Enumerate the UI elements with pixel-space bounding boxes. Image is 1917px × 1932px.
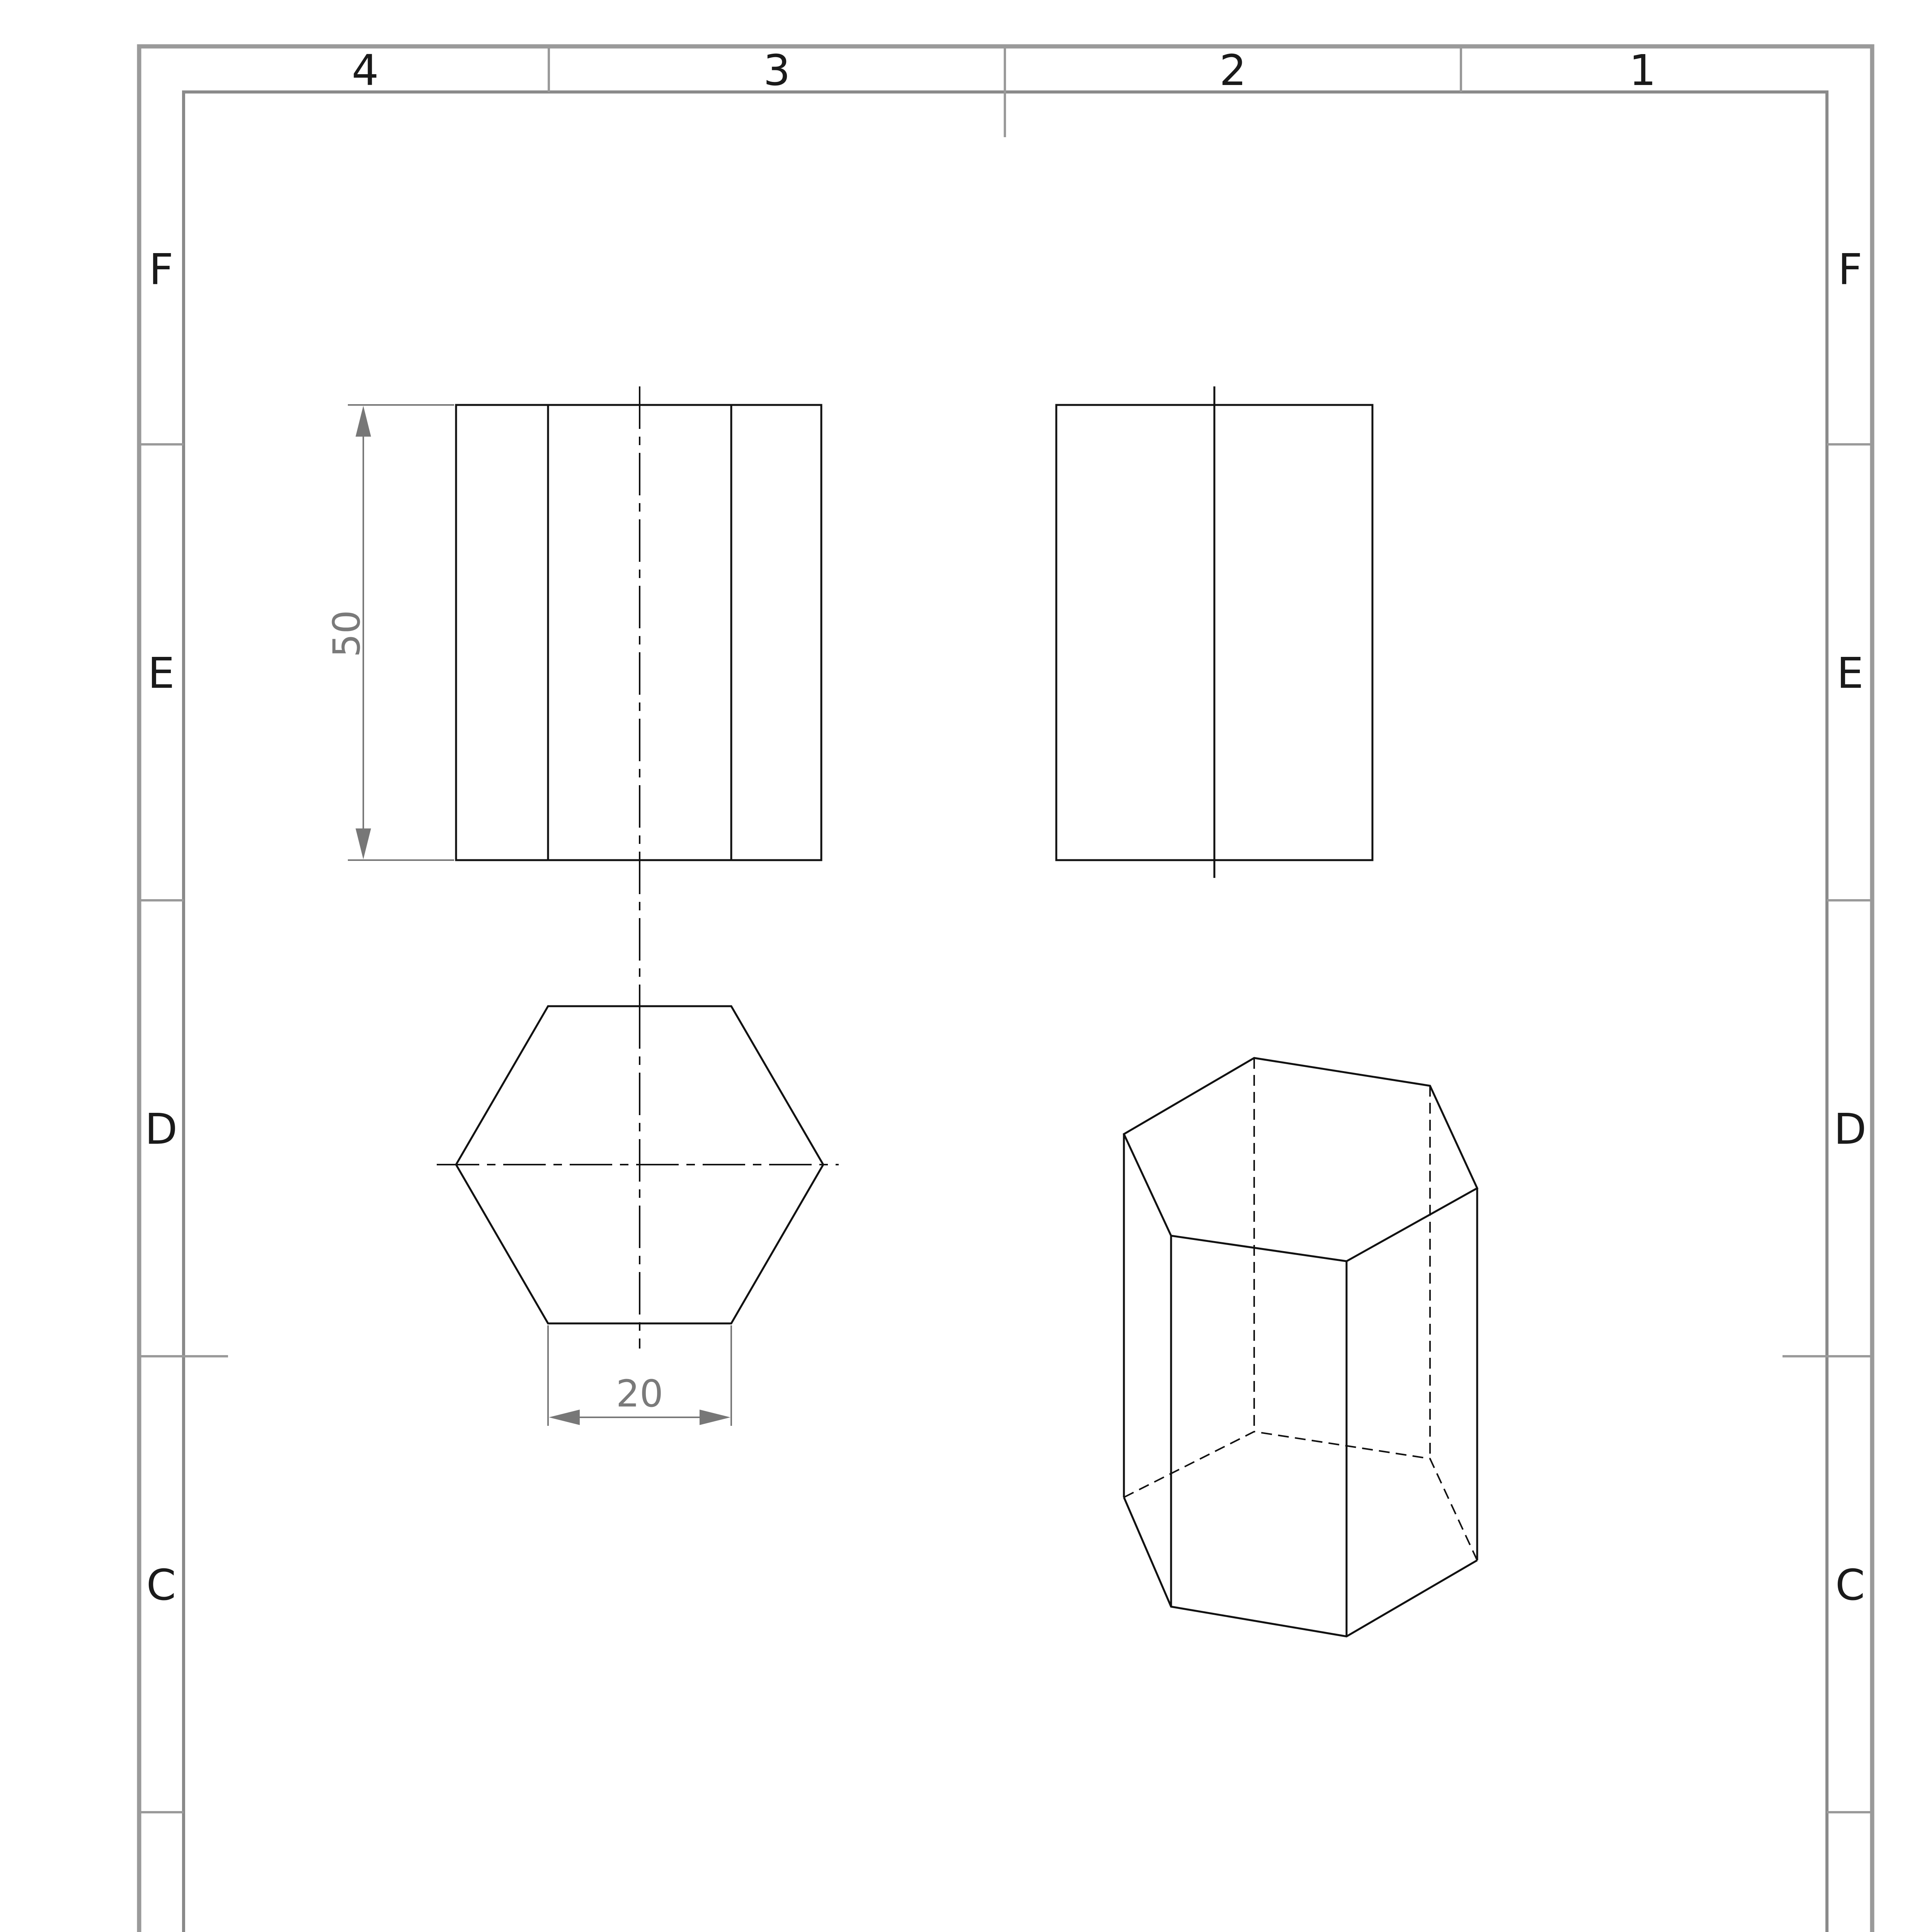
outer-border: [139, 46, 1872, 1932]
zone-row-e-left: E: [148, 648, 175, 698]
zone-row-d-right: D: [1834, 1104, 1867, 1154]
zone-row-f-right: F: [1838, 245, 1863, 294]
zone-col-2-top: 2: [1219, 46, 1246, 95]
isometric-view: [1124, 1058, 1477, 1636]
side-view: [1056, 386, 1372, 878]
front-view: [456, 386, 821, 1012]
inner-border: [184, 92, 1827, 1932]
zone-col-1-top: 1: [1629, 46, 1656, 95]
zone-row-f-left: F: [149, 245, 174, 294]
top-view: [437, 1006, 839, 1349]
width-dimension-value: 20: [616, 1372, 664, 1415]
zone-row-c-right: C: [1835, 1560, 1865, 1610]
height-dimension-value: 50: [325, 610, 368, 658]
zone-row-e-right: E: [1837, 648, 1864, 698]
zone-col-4-top: 4: [352, 46, 379, 95]
zone-row-d-left: D: [145, 1104, 178, 1154]
zone-ticks: [139, 46, 1872, 1932]
zone-col-3-top: 3: [763, 46, 790, 95]
zone-row-c-left: C: [146, 1560, 176, 1610]
